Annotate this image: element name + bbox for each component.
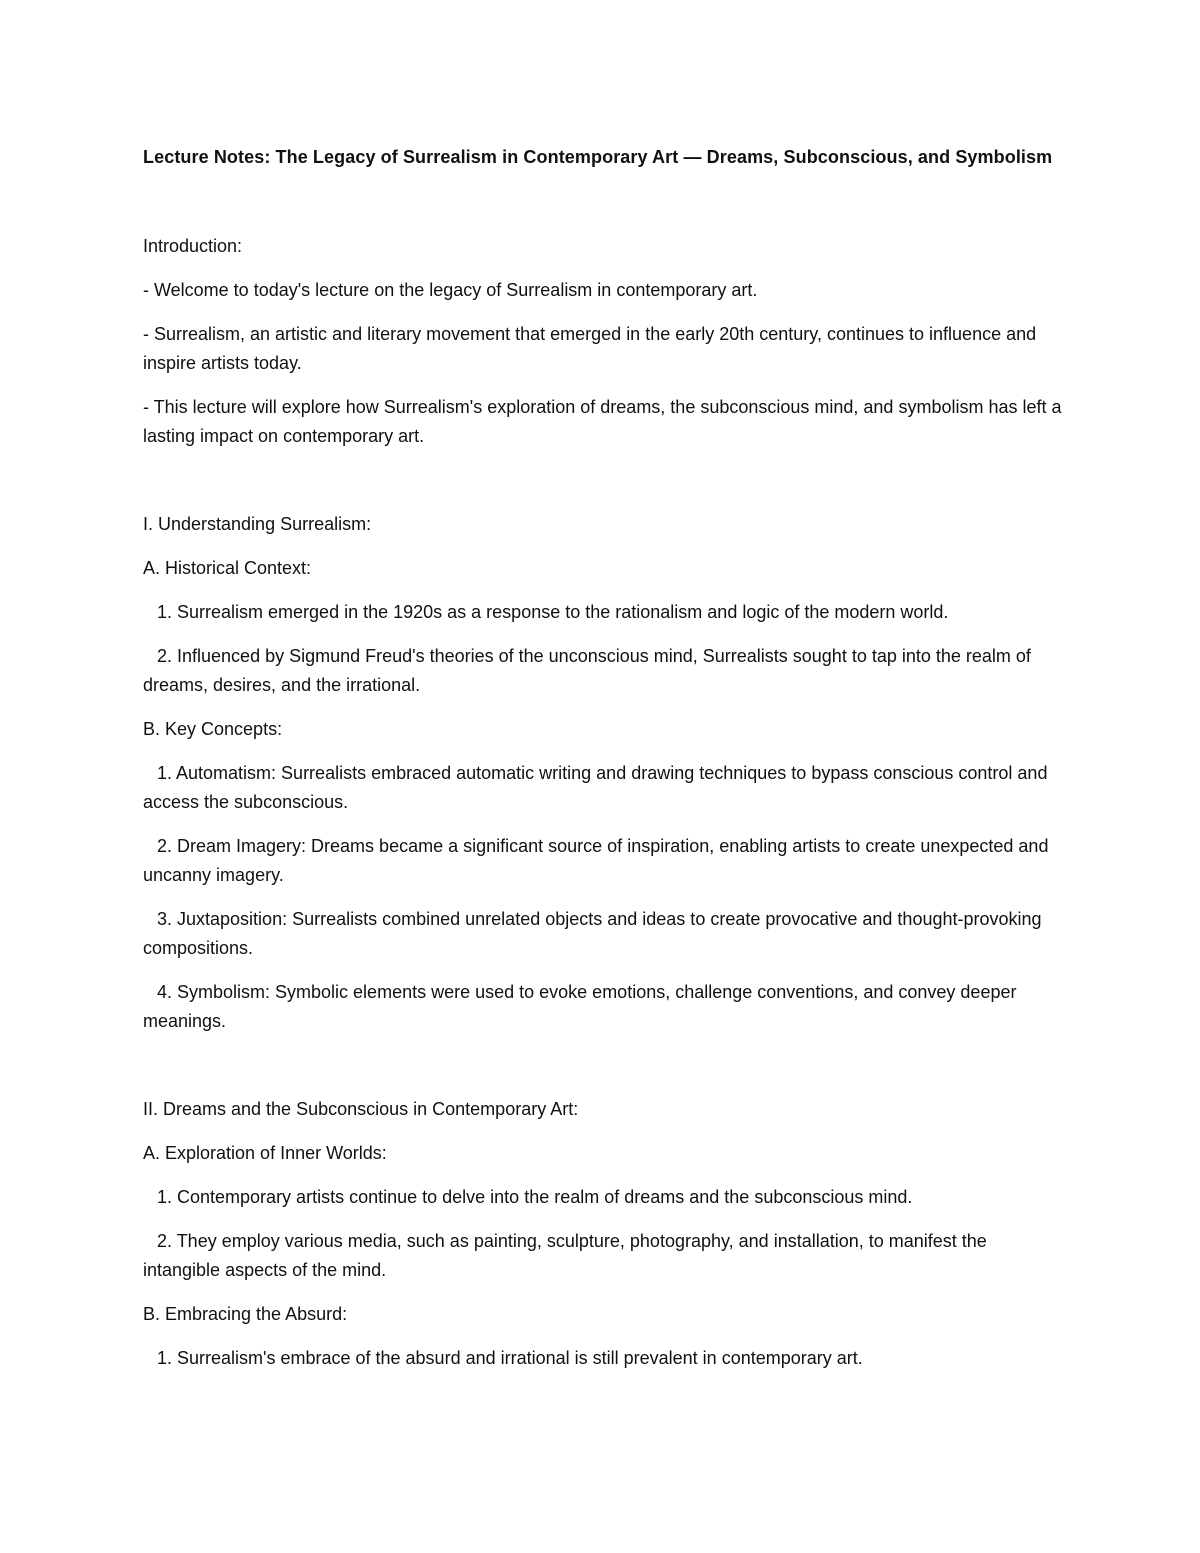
section-2-heading: II. Dreams and the Subconscious in Contemporary Art: [143, 1099, 579, 1119]
intro-point: - Surrealism, an artistic and literary movement that emerged in the early 20th century, continues to influence and inspire artists today. [143, 324, 1037, 373]
section-2a-heading: A. Exploration of Inner Worlds: [143, 1143, 387, 1163]
spacer [143, 1051, 1063, 1095]
list-item: 2. Influenced by Sigmund Freud's theories of the unconscious mind, Surrealists sought to tap into the realm of dreams, desires, and the irrational. [143, 646, 1031, 695]
spacer [143, 172, 1063, 232]
section-1-heading: I. Understanding Surrealism: [143, 514, 372, 534]
list-item: 1. Contemporary artists continue to delve into the realm of dreams and the subconscious mind. [157, 1187, 913, 1207]
section-2b-heading: B. Embracing the Absurd: [143, 1304, 348, 1324]
list-item: 1. Surrealism's embrace of the absurd and irrational is still prevalent in contemporary art. [157, 1348, 863, 1368]
document-page [143, 143, 1063, 1388]
spacer [143, 466, 1063, 510]
list-item: 3. Juxtaposition: Surrealists combined unrelated objects and ideas to create provocative and thought-provoking compositions. [143, 909, 1042, 958]
list-item: 1. Surrealism emerged in the 1920s as a response to the rationalism and logic of the modern world. [157, 602, 949, 622]
document-title: Lecture Notes: The Legacy of Surrealism in Contemporary Art — Dreams, Subconscious, and Symbolism [143, 147, 1053, 167]
intro-point: - Welcome to today's lecture on the legacy of Surrealism in contemporary art. [143, 280, 758, 300]
list-item: 1. Automatism: Surrealists embraced automatic writing and drawing techniques to bypass conscious control and access the subconscious. [143, 763, 1048, 812]
intro-point: - This lecture will explore how Surrealism's exploration of dreams, the subconscious mind, and symbolism has left a lasting impact on contemporary art. [143, 397, 1062, 446]
introduction-heading: Introduction: [143, 236, 243, 256]
list-item: 4. Symbolism: Symbolic elements were used to evoke emotions, challenge conventions, and convey deeper meanings. [143, 982, 1017, 1031]
list-item: 2. Dream Imagery: Dreams became a significant source of inspiration, enabling artists to create unexpected and uncanny imagery. [143, 836, 1049, 885]
list-item: 2. They employ various media, such as painting, sculpture, photography, and installation, to manifest the intangible aspects of the mind. [143, 1231, 987, 1280]
section-1b-heading: B. Key Concepts: [143, 719, 283, 739]
section-1a-heading: A. Historical Context: [143, 558, 312, 578]
